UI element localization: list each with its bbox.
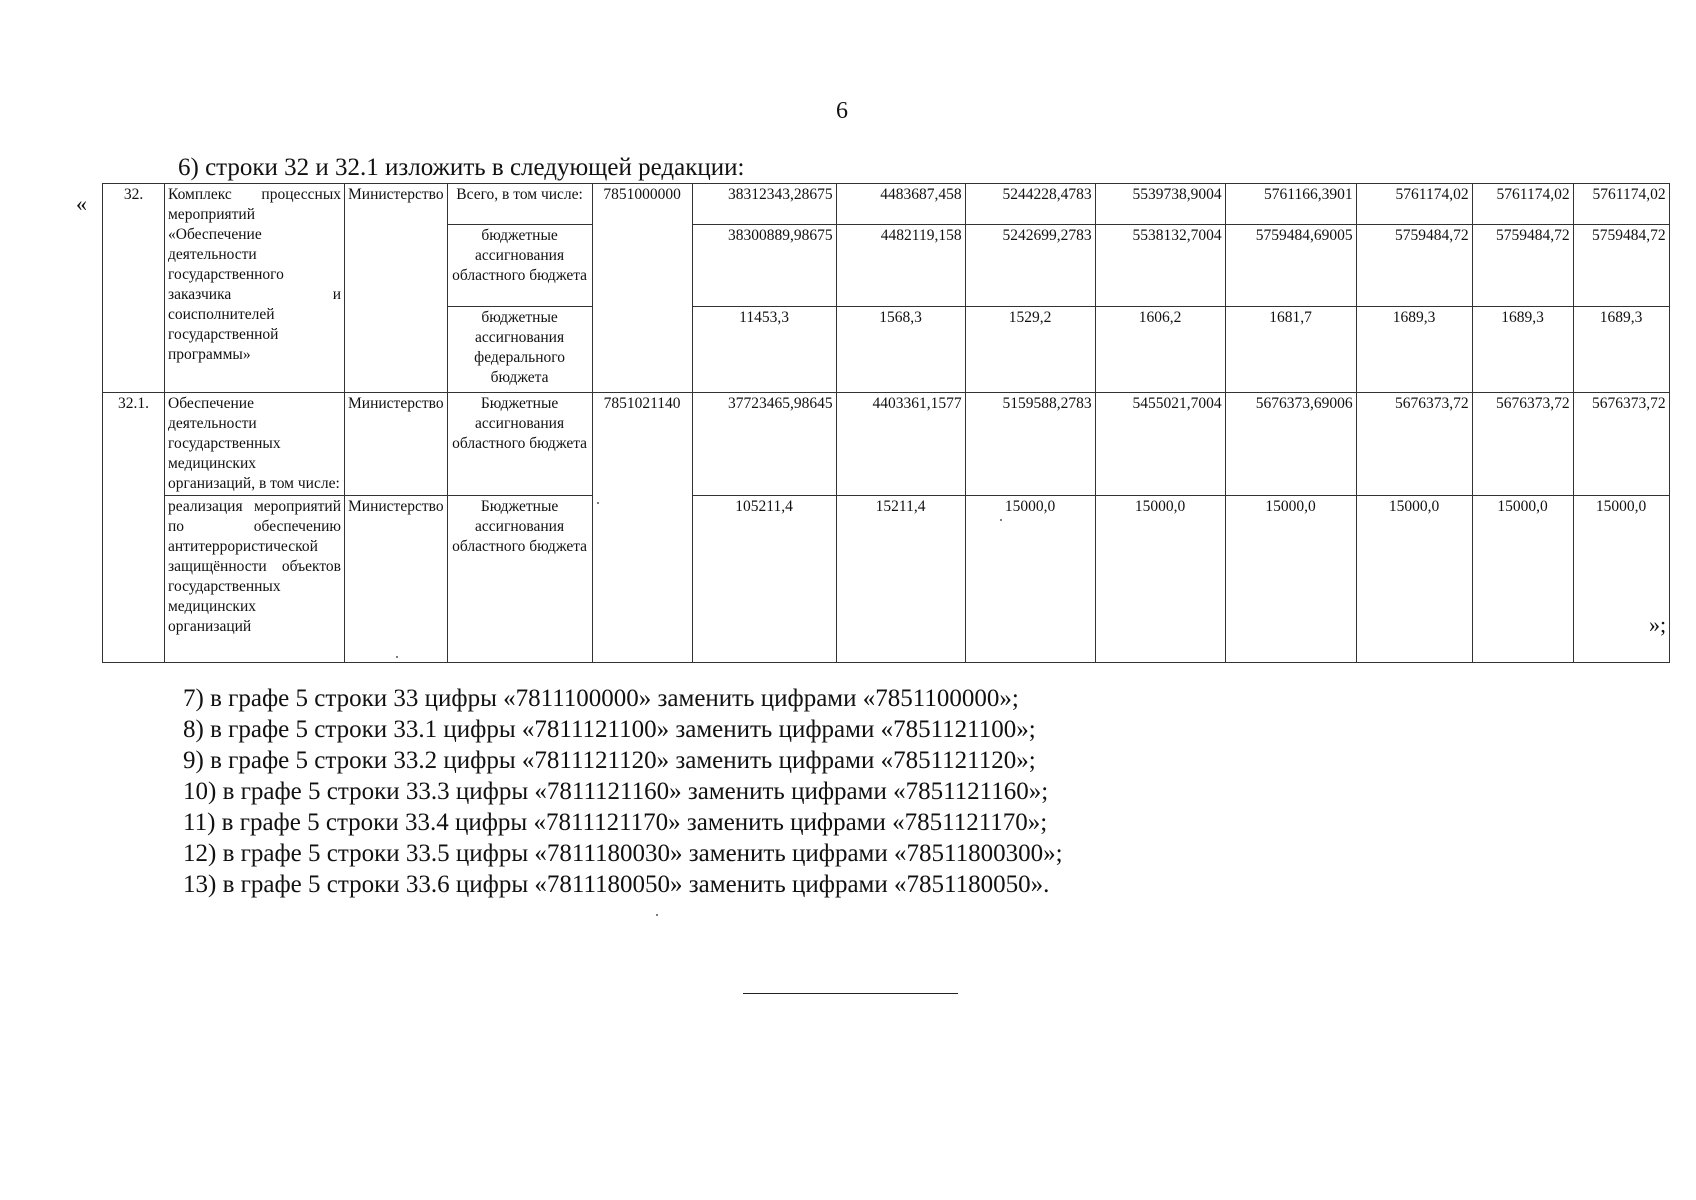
value-cell: 38312343,28675	[692, 184, 836, 225]
amendment-item: 11) в графе 5 строки 33.4 цифры «7811121170» заменить цифрами «7851121170»;	[183, 809, 1048, 836]
table-row-32-1-sub	[103, 496, 1670, 663]
value-cell: 15000,0	[1472, 496, 1573, 663]
table-row-32-1	[103, 393, 1670, 496]
funding-source: Всего, в том числе:	[447, 184, 592, 225]
funding-source: бюджетные ассигнования федерального бюджета	[447, 307, 592, 393]
value-cell: 15000,0	[1573, 496, 1669, 663]
value-cell: 5242699,2783	[965, 225, 1095, 307]
value-cell: 5539738,9004	[1095, 184, 1225, 225]
intro-text: 6) строки 32 и 32.1 изложить в следующей редакции:	[178, 154, 745, 181]
funding-source: Бюджетные ассигнования областного бюджета	[447, 496, 592, 663]
amendment-item: 10) в графе 5 строки 33.3 цифры «7811121160» заменить цифрами «7851121160»;	[183, 778, 1049, 805]
budget-code: 7851021140	[592, 393, 692, 663]
value-cell: 5538132,7004	[1095, 225, 1225, 307]
value-cell: 5759484,72	[1356, 225, 1472, 307]
value-cell: 15000,0	[1356, 496, 1472, 663]
row-number: 32.1.	[103, 393, 165, 663]
value-cell: 5676373,72	[1573, 393, 1669, 496]
closing-quote: »;	[1649, 612, 1667, 637]
row-number: 32.	[103, 184, 165, 393]
value-cell: 11453,3	[692, 307, 836, 393]
value-cell: 1689,3	[1573, 307, 1669, 393]
value-cell: 5676373,69006	[1225, 393, 1356, 496]
value-cell: 5761174,02	[1573, 184, 1669, 225]
scan-speck	[396, 656, 398, 658]
page-number: 6	[836, 98, 848, 124]
executor: Министерство	[345, 393, 448, 496]
value-cell: 5244228,4783	[965, 184, 1095, 225]
executor: Министерство	[345, 496, 448, 663]
value-cell: 5761174,02	[1356, 184, 1472, 225]
value-cell: 4482119,158	[836, 225, 965, 307]
amendment-item: 9) в графе 5 строки 33.2 цифры «7811121120» заменить цифрами «7851121120»;	[183, 747, 1036, 774]
budget-table	[102, 183, 1670, 663]
value-cell: 15000,0	[1225, 496, 1356, 663]
measure-name: Комплекс процессных мероприятий «Обеспечение деятельности государственного заказчика и соисполнителей государственной программы»	[165, 184, 345, 393]
scan-speck	[597, 502, 599, 504]
amendment-item: 8) в графе 5 строки 33.1 цифры «7811121100» заменить цифрами «7851121100»;	[183, 716, 1036, 743]
value-cell: 5761174,02	[1472, 184, 1573, 225]
value-cell: 4483687,458	[836, 184, 965, 225]
scan-speck	[656, 914, 658, 916]
amendments-list	[183, 683, 1063, 900]
budget-code: 7851000000	[592, 184, 692, 393]
measure-name: Обеспечение деятельности государственных медицинских организаций, в том числе:	[165, 393, 345, 496]
value-cell: 1689,3	[1356, 307, 1472, 393]
value-cell: 5759484,72	[1472, 225, 1573, 307]
funding-source: бюджетные ассигнования областного бюджета	[447, 225, 592, 307]
value-cell: 38300889,98675	[692, 225, 836, 307]
value-cell: 1689,3	[1472, 307, 1573, 393]
value-cell: 1681,7	[1225, 307, 1356, 393]
value-cell: 5159588,2783	[965, 393, 1095, 496]
opening-quote: «	[76, 191, 87, 216]
funding-source: Бюджетные ассигнования областного бюджета	[447, 393, 592, 496]
value-cell: 5759484,72	[1573, 225, 1669, 307]
value-cell: 15000,0	[965, 496, 1095, 663]
value-cell: 5676373,72	[1356, 393, 1472, 496]
value-cell: 4403361,1577	[836, 393, 965, 496]
value-cell: 15000,0	[1095, 496, 1225, 663]
executor: Министерство	[345, 184, 448, 393]
closing-rule	[743, 993, 958, 994]
value-cell: 1606,2	[1095, 307, 1225, 393]
table-row-32-total	[103, 184, 1670, 225]
value-cell: 5759484,69005	[1225, 225, 1356, 307]
value-cell: 1529,2	[965, 307, 1095, 393]
value-cell: 5761166,3901	[1225, 184, 1356, 225]
measure-name: реализация мероприятий по обеспечению антитеррористической защищённости объектов государственных медицинских организаций	[165, 496, 345, 663]
amendment-item: 13) в графе 5 строки 33.6 цифры «7811180050» заменить цифрами «7851180050».	[183, 871, 1050, 898]
value-cell: 105211,4	[692, 496, 836, 663]
value-cell: 1568,3	[836, 307, 965, 393]
value-cell: 15211,4	[836, 496, 965, 663]
value-cell: 37723465,98645	[692, 393, 836, 496]
amendment-item: 12) в графе 5 строки 33.5 цифры «7811180030» заменить цифрами «78511800300»;	[183, 840, 1063, 867]
value-cell: 5676373,72	[1472, 393, 1573, 496]
value-cell: 5455021,7004	[1095, 393, 1225, 496]
scan-speck	[1000, 519, 1002, 521]
amendment-item: 7) в графе 5 строки 33 цифры «7811100000» заменить цифрами «7851100000»;	[183, 685, 1019, 712]
